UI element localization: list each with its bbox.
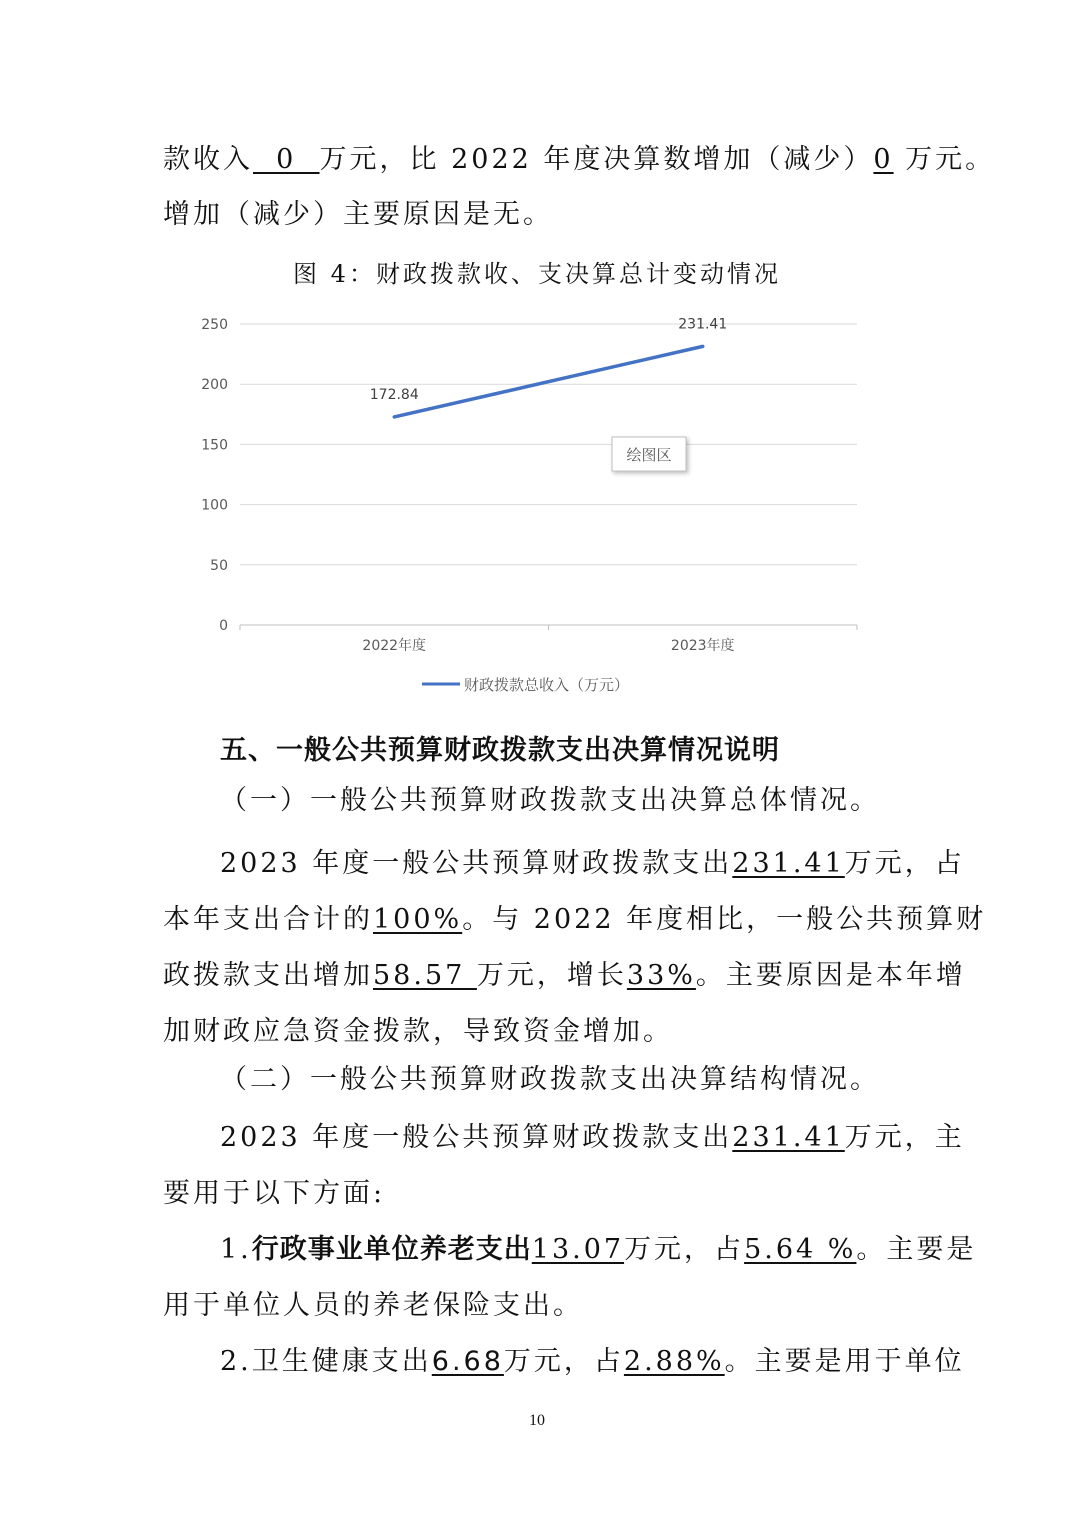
- underlined-value: 58.57: [373, 960, 477, 991]
- text: 万元，占: [844, 848, 965, 879]
- underlined-value: 5.64 %: [744, 1234, 857, 1265]
- text: 款收入: [163, 144, 253, 175]
- data-label: 231.41: [678, 316, 728, 333]
- text: 万元。: [893, 144, 996, 175]
- y-tick-label: 200: [201, 377, 228, 394]
- paragraph-line: [0, 142, 1074, 178]
- legend: [422, 676, 629, 694]
- item-number: 1.: [220, 1234, 252, 1265]
- underlined-value: 231.41: [732, 848, 845, 879]
- legend-label: 财政拨款总收入（万元）: [464, 676, 630, 694]
- text: 。与 2022 年度相比，一般公共预算财: [462, 904, 987, 935]
- text: 要用于以下方面:: [163, 1178, 386, 1209]
- text: 本年支出合计的: [163, 904, 373, 935]
- figure-caption: 图 4：财政拨款收、支决算总计变动情况: [293, 260, 781, 288]
- text: 政拨款支出增加: [163, 960, 373, 991]
- page-number: 10: [529, 1412, 545, 1429]
- underlined-value: 2.88%: [623, 1346, 725, 1377]
- underlined-value: 6.68: [431, 1346, 504, 1377]
- section-heading: [0, 733, 1074, 769]
- chart-tooltip: [612, 437, 686, 471]
- underlined-value: 0: [253, 144, 320, 175]
- underlined-value: 33%: [626, 960, 696, 991]
- list-item: [0, 1344, 1074, 1380]
- text: 。主要是: [856, 1234, 977, 1265]
- text: 。主要原因是本年增: [695, 960, 966, 991]
- text: 万元，占: [503, 1346, 624, 1377]
- subheading: [0, 1062, 1074, 1098]
- y-tick-labels: [201, 317, 228, 634]
- text: 2023 年度一般公共预算财政拨款支出: [220, 848, 733, 879]
- paragraph-line: [0, 1120, 1074, 1156]
- paragraph-line: [0, 1288, 1074, 1324]
- paragraph-line: [0, 1014, 1074, 1050]
- text: 加财政应急资金拨款，导致资金增加。: [163, 1016, 673, 1047]
- subheading: [0, 783, 1074, 819]
- x-tick-label: 2023年度: [670, 638, 735, 654]
- text: 万元，比 2022 年度决算数增加（减少）: [319, 144, 874, 175]
- tooltip-text: 绘图区: [626, 446, 672, 464]
- series-line: [394, 346, 703, 417]
- text: 2023 年度一般公共预算财政拨款支出: [220, 1122, 733, 1153]
- text: 。主要是用于单位: [724, 1346, 965, 1377]
- text: 增加（减少）主要原因是无。: [163, 199, 553, 230]
- y-tick-label: 0: [219, 618, 228, 634]
- underlined-value: 231.41: [732, 1122, 845, 1153]
- text: 万元，占: [624, 1234, 745, 1265]
- x-tick-label: 2022年度: [362, 638, 427, 654]
- text: 2.卫生健康支出: [220, 1346, 432, 1377]
- line-chart: [160, 300, 920, 720]
- underlined-value: 100%: [373, 904, 463, 935]
- series-lines: [394, 346, 703, 417]
- paragraph-line: [0, 902, 1074, 938]
- paragraph-line: [0, 846, 1074, 882]
- text: 万元，增长: [476, 960, 627, 991]
- text: （二）一般公共预算财政拨款支出决算结构情况。: [220, 1064, 880, 1095]
- paragraph-line: [0, 958, 1074, 994]
- paragraph-line: [0, 197, 1074, 233]
- paragraph-line: [0, 1176, 1074, 1212]
- underlined-value: 0: [873, 144, 894, 175]
- text: 用于单位人员的养老保险支出。: [163, 1290, 583, 1321]
- y-tick-label: 150: [201, 437, 228, 454]
- y-tick-label: 50: [210, 557, 228, 574]
- data-label: 172.84: [369, 386, 419, 403]
- data-labels: [370, 316, 728, 403]
- list-item: [0, 1232, 1074, 1268]
- item-title: 行政事业单位养老支出: [251, 1234, 532, 1265]
- text: （一）一般公共预算财政拨款支出决算总体情况。: [220, 785, 880, 816]
- gridlines: [240, 324, 857, 630]
- underlined-value: 13.07: [531, 1234, 625, 1265]
- y-tick-label: 250: [201, 317, 228, 333]
- text: 万元，主: [844, 1122, 965, 1153]
- x-tick-labels: [362, 637, 734, 654]
- text: 五、一般公共预算财政拨款支出决算情况说明: [220, 735, 780, 766]
- y-tick-label: 100: [201, 497, 228, 514]
